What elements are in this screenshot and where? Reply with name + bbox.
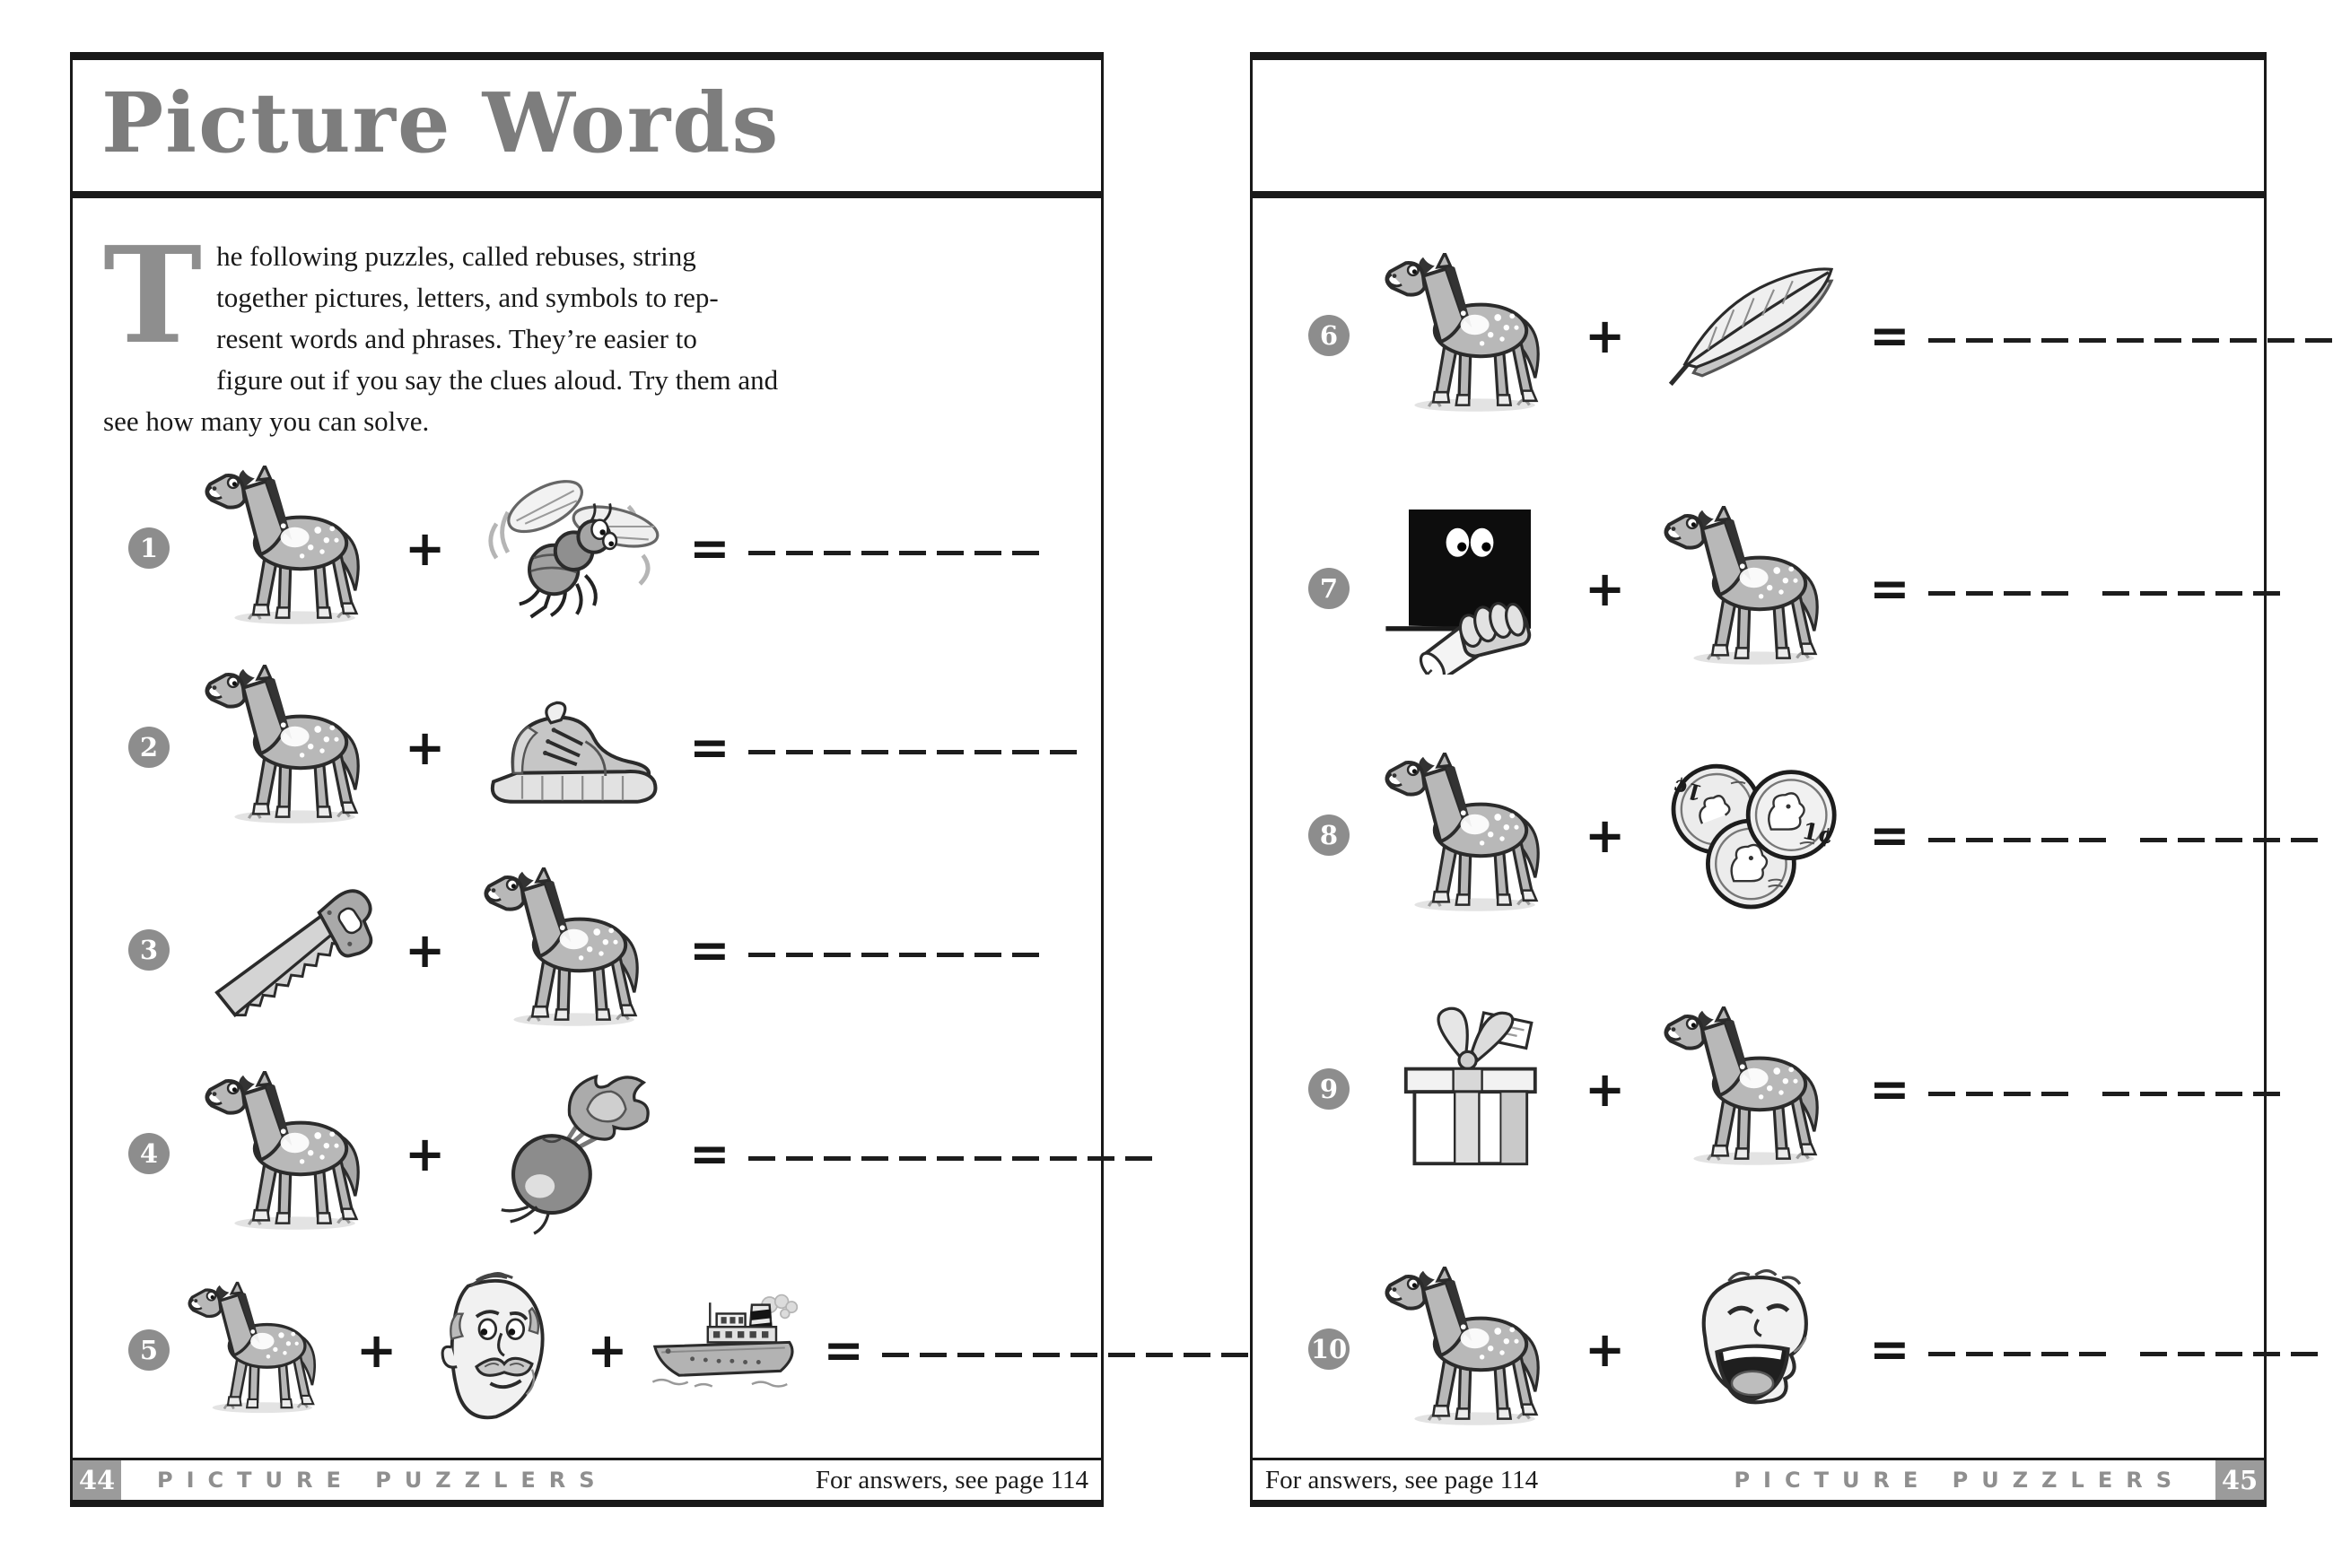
horse-icon bbox=[1380, 247, 1567, 424]
letter-blank-dash bbox=[2041, 838, 2068, 842]
letter-blank-dash bbox=[786, 750, 813, 754]
letter-blank-dash bbox=[2004, 1352, 2031, 1356]
page-number-badge: 45 bbox=[2215, 1460, 2264, 1500]
answer-word-blank bbox=[1928, 1352, 2117, 1356]
letter-blank-dash bbox=[1928, 1092, 1955, 1096]
letter-blank-dash bbox=[2041, 591, 2068, 596]
page-title: Picture Words bbox=[101, 74, 781, 171]
letter-blank-dash bbox=[861, 1156, 888, 1161]
letter-blank-dash bbox=[974, 1156, 1001, 1161]
letter-blank-dash bbox=[786, 953, 813, 957]
letter-blank-dash bbox=[974, 750, 1001, 754]
letter-blank-dash bbox=[937, 750, 964, 754]
letter-blank-dash bbox=[786, 1156, 813, 1161]
answer-word-blank bbox=[2140, 1352, 2329, 1356]
letter-blank-dash bbox=[974, 551, 1001, 555]
puzzle-row-4 bbox=[98, 1058, 1081, 1249]
puzzle-row-3 bbox=[98, 855, 1081, 1045]
letter-blank-dash bbox=[1088, 1156, 1114, 1161]
puzzle-row-7 bbox=[1278, 493, 2244, 684]
letter-blank-dash bbox=[824, 1156, 851, 1161]
page-number-badge: 44 bbox=[73, 1460, 121, 1500]
letter-blank-dash bbox=[1966, 591, 1993, 596]
puzzle-row-5 bbox=[98, 1255, 1081, 1445]
letter-blank-dash bbox=[2291, 1352, 2318, 1356]
letter-blank-dash bbox=[2004, 838, 2031, 842]
gift-box-art bbox=[1380, 1000, 1567, 1178]
series-title: PICTURE PUZZLERS bbox=[157, 1468, 608, 1493]
horse-art bbox=[1659, 500, 1846, 677]
puzzle-number-badge: 7 bbox=[1308, 568, 1350, 609]
plus-sign: + bbox=[587, 1321, 628, 1379]
letter-blank-dash bbox=[2253, 591, 2280, 596]
letter-blank-dash bbox=[2102, 591, 2129, 596]
letter-blank-dash bbox=[937, 953, 964, 957]
letter-blank-dash bbox=[899, 953, 926, 957]
right-page bbox=[1250, 52, 2267, 1507]
letter-blank-dash bbox=[2154, 338, 2181, 343]
equals-sign: = bbox=[1869, 1060, 1910, 1118]
answer-word-blank bbox=[748, 1156, 1163, 1161]
drop-cap: T bbox=[103, 217, 203, 373]
answers-note: For answers, see page 114 bbox=[1265, 1465, 1539, 1494]
letter-blank-dash bbox=[974, 953, 1001, 957]
letter-blank-dash bbox=[995, 1353, 1022, 1357]
horse-icon bbox=[1380, 746, 1567, 924]
answer-word-blank bbox=[2102, 1092, 2291, 1096]
plus-sign: + bbox=[405, 1125, 446, 1182]
intro-line: he following puzzles, called rebuses, string bbox=[216, 240, 696, 272]
answer-word-blank bbox=[1928, 838, 2117, 842]
plus-sign: + bbox=[1585, 806, 1626, 864]
plus-sign: + bbox=[1585, 1060, 1626, 1118]
radish-icon bbox=[479, 1065, 666, 1242]
letter-blank-dash bbox=[1146, 1353, 1173, 1357]
letter-blank-dash bbox=[2140, 1352, 2167, 1356]
answer-blanks[interactable] bbox=[1928, 591, 2291, 596]
puzzle-number-badge: 9 bbox=[1308, 1068, 1350, 1110]
man-face-art bbox=[415, 1267, 569, 1433]
letter-blank-dash bbox=[1012, 750, 1039, 754]
man-face-icon bbox=[415, 1267, 569, 1433]
equals-sign: = bbox=[1869, 806, 1910, 864]
letter-blank-dash bbox=[2004, 338, 2031, 343]
right-page-footer bbox=[1253, 1458, 2264, 1500]
puzzle-number-badge: 3 bbox=[128, 929, 170, 971]
plus-sign: + bbox=[405, 719, 446, 776]
letter-blank-dash bbox=[748, 750, 775, 754]
letter-blank-dash bbox=[1966, 338, 1993, 343]
answer-word-blank bbox=[2102, 591, 2291, 596]
horse-art bbox=[200, 1065, 387, 1242]
letter-blank-dash bbox=[937, 551, 964, 555]
plus-sign: + bbox=[405, 519, 446, 577]
laughing-face-icon bbox=[1659, 1260, 1846, 1438]
letter-blank-dash bbox=[2291, 838, 2318, 842]
letter-blank-dash bbox=[2041, 338, 2068, 343]
letter-blank-dash bbox=[861, 551, 888, 555]
letter-blank-dash bbox=[748, 1156, 775, 1161]
letter-blank-dash bbox=[861, 953, 888, 957]
laughing-face-art bbox=[1659, 1260, 1846, 1438]
steamship-art bbox=[646, 1267, 800, 1433]
letter-blank-dash bbox=[2253, 838, 2280, 842]
letter-blank-dash bbox=[882, 1353, 909, 1357]
letter-blank-dash bbox=[2079, 338, 2106, 343]
letter-blank-dash bbox=[2178, 1092, 2205, 1096]
answer-blanks[interactable] bbox=[748, 953, 1082, 957]
horse-art bbox=[1659, 1000, 1846, 1178]
horse-art bbox=[479, 861, 666, 1039]
letter-blank-dash bbox=[937, 1156, 964, 1161]
letter-blank-dash bbox=[2140, 838, 2167, 842]
pennies-art bbox=[1659, 746, 1846, 924]
right-page-header-box bbox=[1253, 60, 2264, 198]
horse-icon bbox=[200, 1065, 387, 1242]
plus-sign: + bbox=[1585, 307, 1626, 364]
letter-blank-dash bbox=[2140, 1092, 2167, 1096]
series-title: PICTURE PUZZLERS bbox=[1734, 1468, 2185, 1493]
puzzle-number-badge: 6 bbox=[1308, 315, 1350, 356]
plus-sign: + bbox=[356, 1321, 398, 1379]
letter-blank-dash bbox=[1184, 1353, 1210, 1357]
letter-blank-dash bbox=[861, 750, 888, 754]
letter-blank-dash bbox=[1928, 1352, 1955, 1356]
letter-blank-dash bbox=[1070, 1353, 1097, 1357]
horse-icon bbox=[200, 658, 387, 836]
letter-blank-dash bbox=[957, 1353, 984, 1357]
letter-blank-dash bbox=[2215, 591, 2242, 596]
radish-art bbox=[479, 1065, 666, 1242]
answers-note: For answers, see page 114 bbox=[815, 1465, 1088, 1494]
letter-blank-dash bbox=[1012, 551, 1039, 555]
letter-blank-dash bbox=[1928, 591, 1955, 596]
equals-sign: = bbox=[689, 519, 730, 577]
equals-sign: = bbox=[1869, 560, 1910, 617]
letter-blank-dash bbox=[1050, 1156, 1077, 1161]
intro-line: together pictures, letters, and symbols to rep- bbox=[216, 282, 719, 313]
letter-blank-dash bbox=[899, 551, 926, 555]
answer-word-blank bbox=[1928, 1092, 2079, 1096]
answer-word-blank bbox=[748, 551, 1050, 555]
letter-blank-dash bbox=[1108, 1353, 1135, 1357]
letter-blank-dash bbox=[824, 551, 851, 555]
letter-blank-dash bbox=[2140, 591, 2167, 596]
darkness-flashlight-art bbox=[1380, 500, 1567, 677]
left-page-title-box bbox=[73, 60, 1101, 198]
letter-blank-dash bbox=[2215, 838, 2242, 842]
answer-word-blank bbox=[2140, 838, 2329, 842]
letter-blank-dash bbox=[1966, 1352, 1993, 1356]
letter-blank-dash bbox=[899, 1156, 926, 1161]
feather-icon bbox=[1659, 247, 1846, 424]
puzzle-number-badge: 8 bbox=[1308, 814, 1350, 856]
horse-icon bbox=[1659, 500, 1846, 677]
letter-blank-dash bbox=[1050, 750, 1077, 754]
letter-blank-dash bbox=[2004, 1092, 2031, 1096]
letter-blank-dash bbox=[2192, 338, 2219, 343]
letter-blank-dash bbox=[1928, 838, 1955, 842]
letter-blank-dash bbox=[899, 750, 926, 754]
horse-icon bbox=[1380, 1260, 1567, 1438]
intro-paragraph bbox=[103, 217, 779, 442]
letter-blank-dash bbox=[786, 551, 813, 555]
fly-art bbox=[479, 459, 666, 637]
letter-blank-dash bbox=[1012, 953, 1039, 957]
puzzle-row-10 bbox=[1278, 1254, 2244, 1444]
letter-blank-dash bbox=[1033, 1353, 1060, 1357]
puzzle-number-badge: 10 bbox=[1308, 1328, 1350, 1370]
plus-sign: + bbox=[1585, 1320, 1626, 1378]
intro-line: figure out if you say the clues aloud. Try them and bbox=[216, 364, 779, 396]
equals-sign: = bbox=[823, 1321, 864, 1379]
left-page bbox=[70, 52, 1104, 1507]
puzzle-number-badge: 1 bbox=[128, 527, 170, 569]
letter-blank-dash bbox=[1125, 1156, 1152, 1161]
gift-box-icon bbox=[1380, 1000, 1567, 1178]
letter-blank-dash bbox=[2102, 1092, 2129, 1096]
horse-art bbox=[200, 658, 387, 836]
handsaw-art bbox=[200, 861, 387, 1039]
letter-blank-dash bbox=[1012, 1156, 1039, 1161]
letter-blank-dash bbox=[2041, 1352, 2068, 1356]
answer-blanks[interactable] bbox=[1928, 338, 2333, 343]
letter-blank-dash bbox=[2230, 338, 2257, 343]
horse-art bbox=[184, 1267, 338, 1433]
answer-word-blank bbox=[748, 750, 1088, 754]
puzzle-number-badge: 4 bbox=[128, 1133, 170, 1174]
letter-blank-dash bbox=[2178, 591, 2205, 596]
answer-word-blank bbox=[1928, 338, 2333, 343]
left-page-footer bbox=[73, 1458, 1101, 1500]
letter-blank-dash bbox=[748, 953, 775, 957]
feather-art bbox=[1659, 247, 1846, 424]
letter-blank-dash bbox=[1966, 1092, 1993, 1096]
puzzle-row-8 bbox=[1278, 740, 2244, 930]
plus-sign: + bbox=[405, 921, 446, 979]
equals-sign: = bbox=[689, 719, 730, 776]
steamship-icon bbox=[646, 1267, 800, 1433]
answer-blanks[interactable] bbox=[1928, 838, 2329, 842]
puzzle-number-badge: 5 bbox=[128, 1329, 170, 1371]
answer-blanks[interactable] bbox=[748, 750, 1088, 754]
letter-blank-dash bbox=[1221, 1353, 1248, 1357]
fly-icon bbox=[479, 459, 666, 637]
puzzle-number-badge: 2 bbox=[128, 727, 170, 768]
letter-blank-dash bbox=[2305, 338, 2332, 343]
letter-blank-dash bbox=[824, 750, 851, 754]
horse-art bbox=[200, 459, 387, 637]
equals-sign: = bbox=[689, 1125, 730, 1182]
horse-icon bbox=[184, 1267, 338, 1433]
letter-blank-dash bbox=[2267, 338, 2294, 343]
answer-blanks[interactable] bbox=[748, 1156, 1163, 1161]
equals-sign: = bbox=[689, 921, 730, 979]
puzzle-row-1 bbox=[98, 453, 1081, 643]
sneaker-art bbox=[479, 658, 666, 836]
letter-blank-dash bbox=[1928, 338, 1955, 343]
letter-blank-dash bbox=[2178, 1352, 2205, 1356]
letter-blank-dash bbox=[2079, 838, 2106, 842]
puzzle-row-6 bbox=[1278, 240, 2244, 431]
horse-icon bbox=[479, 861, 666, 1039]
letter-blank-dash bbox=[2041, 1092, 2068, 1096]
letter-blank-dash bbox=[2215, 1092, 2242, 1096]
sneaker-icon bbox=[479, 658, 666, 836]
answer-word-blank bbox=[1928, 591, 2079, 596]
answer-word-blank bbox=[748, 953, 1050, 957]
letter-blank-dash bbox=[2178, 838, 2205, 842]
pennies-icon bbox=[1659, 746, 1846, 924]
puzzle-row-9 bbox=[1278, 994, 2244, 1184]
horse-art bbox=[1380, 247, 1567, 424]
answer-blanks[interactable] bbox=[1928, 1092, 2291, 1096]
puzzle-row-2 bbox=[98, 652, 1081, 842]
horse-icon bbox=[1659, 1000, 1846, 1178]
handsaw-icon bbox=[200, 861, 387, 1039]
equals-sign: = bbox=[1869, 1320, 1910, 1378]
answer-blanks[interactable] bbox=[748, 551, 1082, 555]
letter-blank-dash bbox=[920, 1353, 947, 1357]
horse-art bbox=[1380, 1260, 1567, 1438]
intro-line: resent words and phrases. They’re easier to bbox=[216, 323, 697, 354]
letter-blank-dash bbox=[2215, 1352, 2242, 1356]
letter-blank-dash bbox=[2117, 338, 2144, 343]
letter-blank-dash bbox=[748, 551, 775, 555]
letter-blank-dash bbox=[2253, 1352, 2280, 1356]
letter-blank-dash bbox=[824, 953, 851, 957]
letter-blank-dash bbox=[2079, 1352, 2106, 1356]
darkness-flashlight-icon bbox=[1380, 500, 1567, 677]
answer-blanks[interactable] bbox=[1928, 1352, 2329, 1356]
intro-line: see how many you can solve. bbox=[103, 405, 430, 437]
horse-icon bbox=[200, 459, 387, 637]
letter-blank-dash bbox=[2004, 591, 2031, 596]
letter-blank-dash bbox=[1966, 838, 1993, 842]
equals-sign: = bbox=[1869, 307, 1910, 364]
horse-art bbox=[1380, 746, 1567, 924]
plus-sign: + bbox=[1585, 560, 1626, 617]
letter-blank-dash bbox=[2253, 1092, 2280, 1096]
